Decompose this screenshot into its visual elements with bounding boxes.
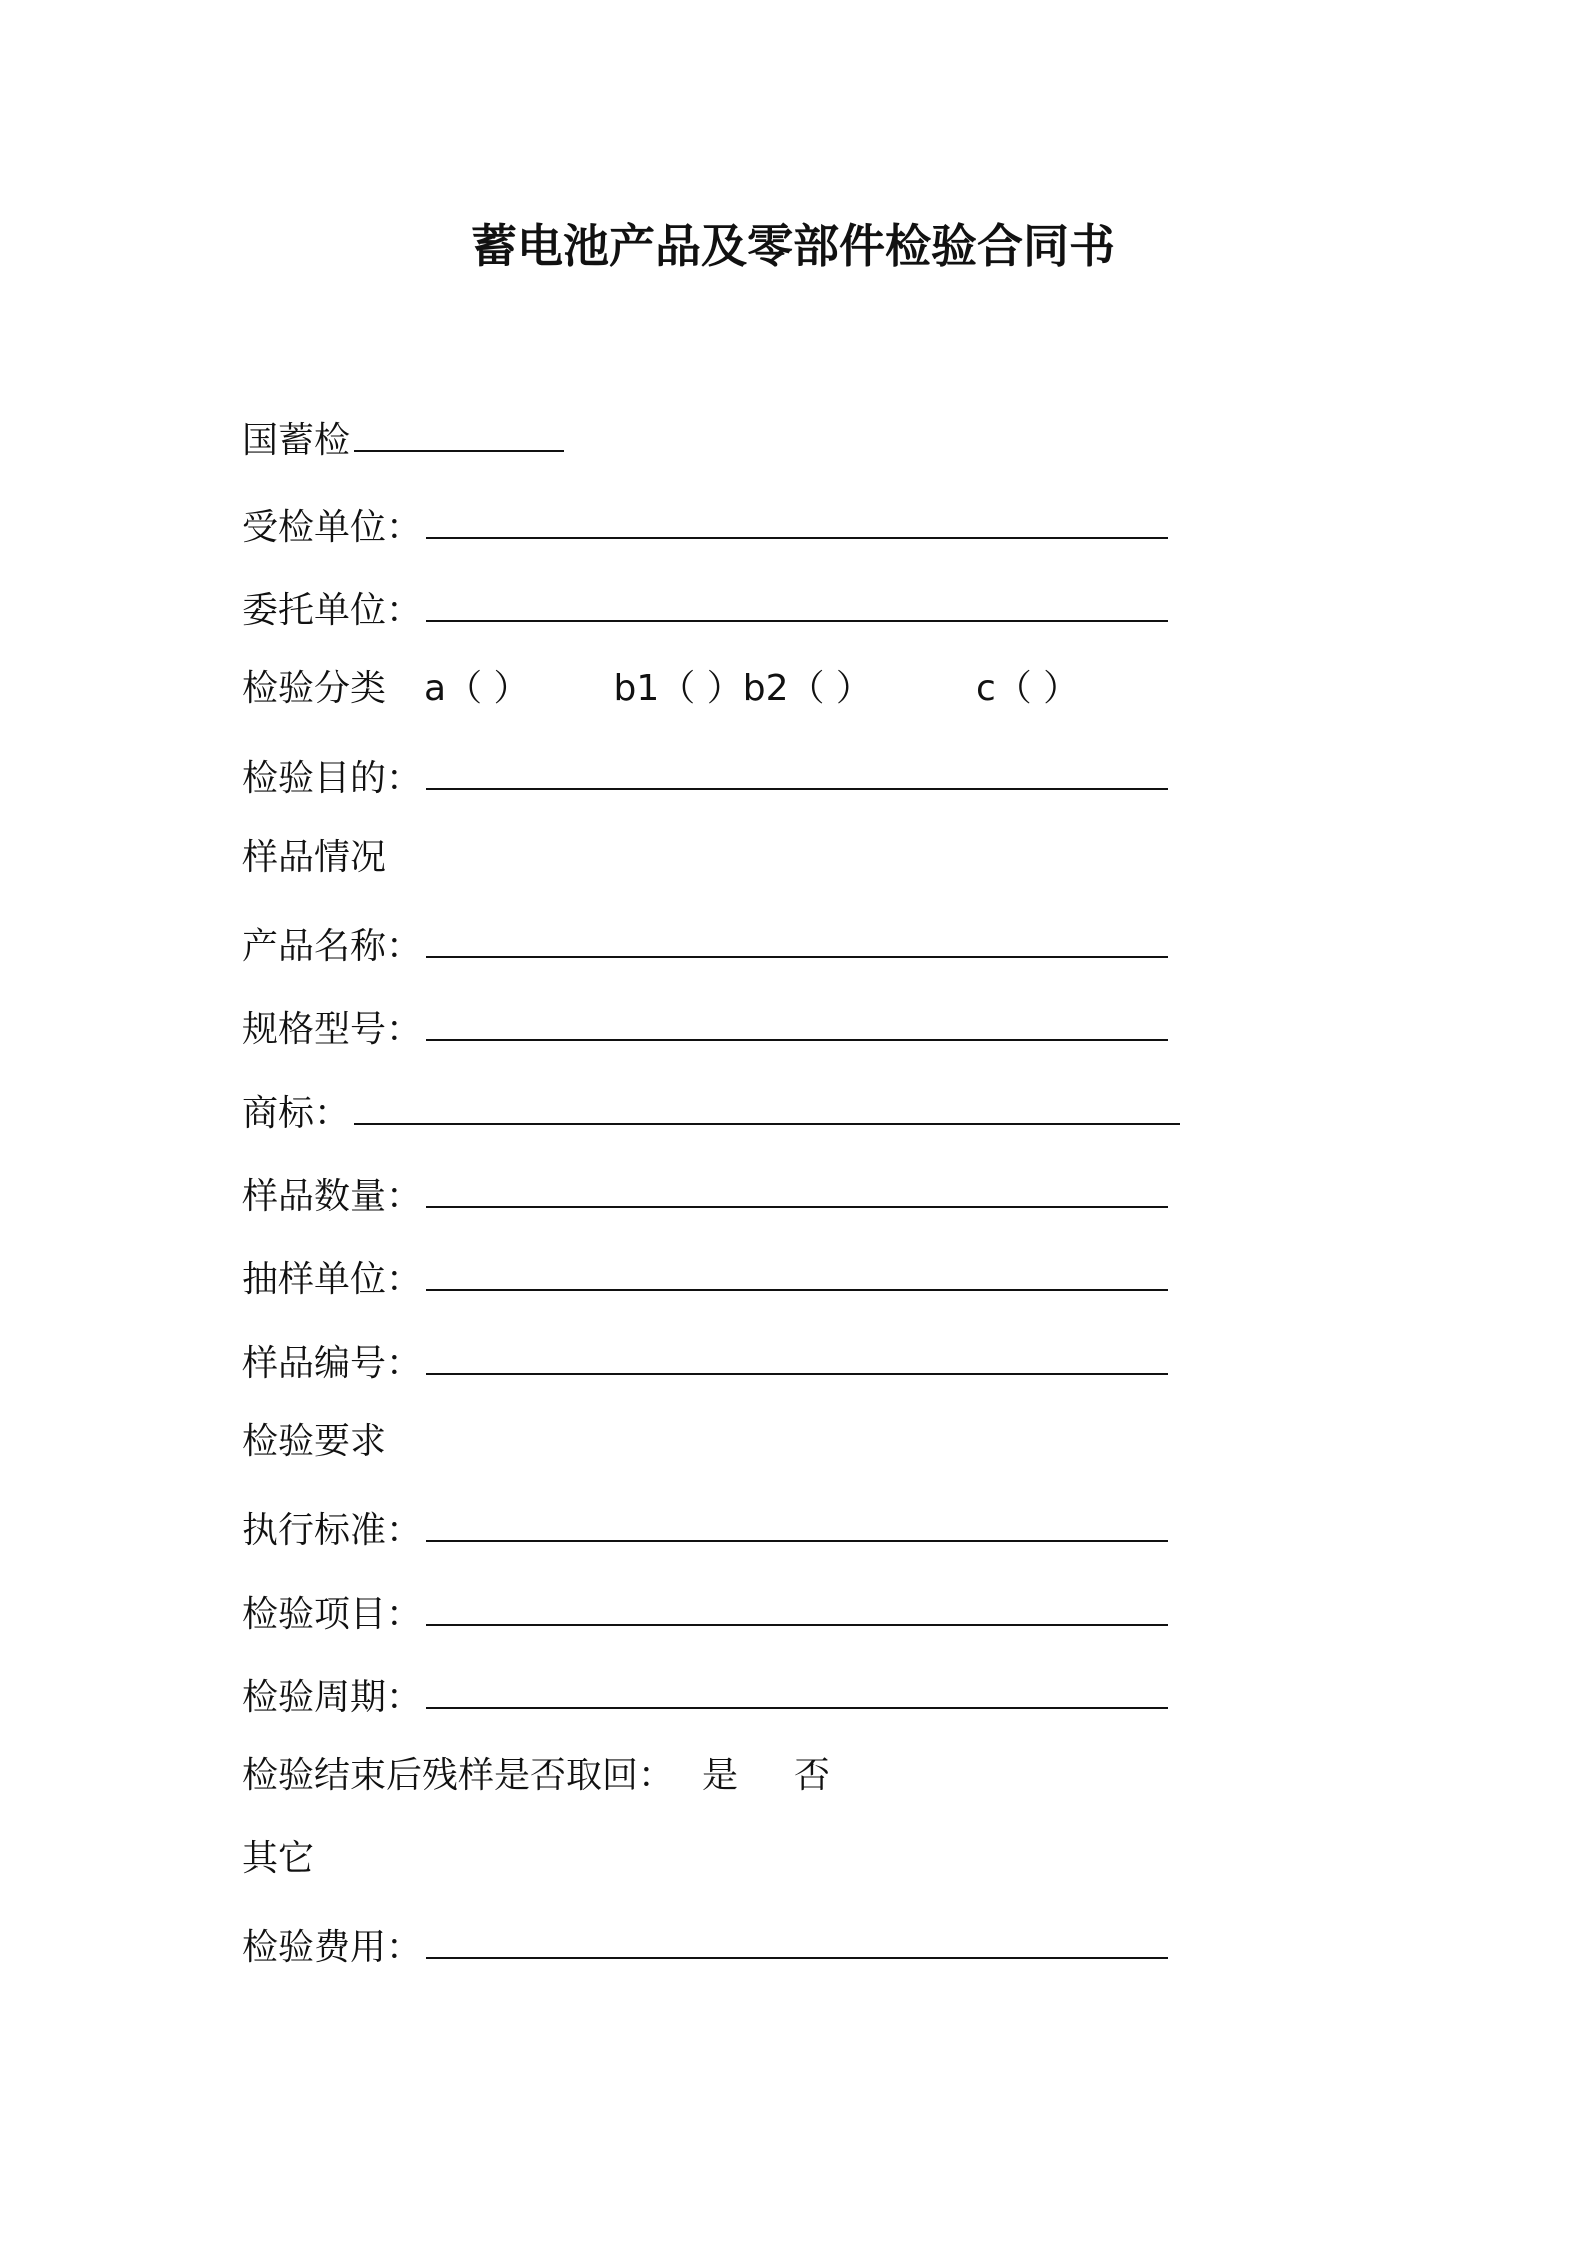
- classification-row: [242, 666, 1079, 712]
- inspected-unit-row: [242, 505, 1168, 551]
- section-requirements: 检验要求: [242, 1421, 387, 1462]
- spec-model-blank[interactable]: [426, 1007, 1168, 1041]
- return-sample-label: 检验结束后残样是否取回：: [242, 1755, 675, 1796]
- inspected-unit-label: 受检单位：: [242, 507, 423, 548]
- classification-option-a[interactable]: a（ ）: [424, 668, 530, 709]
- spec-model-row: [242, 1007, 1168, 1053]
- standard-label: 执行标准：: [242, 1510, 423, 1551]
- classification-label: 检验分类: [242, 668, 387, 709]
- entrust-unit-label: 委托单位：: [242, 590, 423, 631]
- entrust-unit-blank[interactable]: [426, 588, 1168, 622]
- return-sample-yes[interactable]: 是: [702, 1755, 739, 1796]
- doc-number-label: 国蓄检: [242, 420, 351, 461]
- trademark-blank[interactable]: [354, 1091, 1180, 1125]
- items-blank[interactable]: [426, 1592, 1168, 1626]
- fee-label: 检验费用：: [242, 1927, 423, 1968]
- period-blank[interactable]: [426, 1675, 1168, 1709]
- product-name-blank[interactable]: [426, 924, 1168, 958]
- product-name-row: [242, 924, 1168, 970]
- standard-row: [242, 1508, 1168, 1554]
- sample-qty-label: 样品数量：: [242, 1176, 423, 1217]
- classification-option-b[interactable]: b1（ ）b2（ ）: [613, 668, 872, 709]
- document-title: 蓄电池产品及零部件检验合同书: [471, 219, 1115, 273]
- doc-number-row: [242, 418, 564, 464]
- sample-qty-row: [242, 1174, 1168, 1220]
- items-label: 检验项目：: [242, 1594, 423, 1635]
- product-name-label: 产品名称：: [242, 926, 423, 967]
- purpose-label: 检验目的：: [242, 758, 423, 799]
- period-row: [242, 1675, 1168, 1721]
- entrust-unit-row: [242, 588, 1168, 634]
- items-row: [242, 1592, 1168, 1638]
- trademark-row: [242, 1091, 1180, 1137]
- inspected-unit-blank[interactable]: [426, 505, 1168, 539]
- classification-option-c[interactable]: c（ ）: [975, 668, 1080, 709]
- spec-model-label: 规格型号：: [242, 1009, 423, 1050]
- section-other: 其它: [242, 1838, 315, 1879]
- return-sample-row: [242, 1753, 830, 1799]
- doc-number-blank[interactable]: [354, 418, 564, 452]
- sample-no-row: [242, 1341, 1168, 1387]
- return-sample-no[interactable]: 否: [794, 1755, 831, 1796]
- section-sample: 样品情况: [242, 837, 387, 878]
- period-label: 检验周期：: [242, 1677, 423, 1718]
- sample-no-label: 样品编号：: [242, 1343, 423, 1384]
- fee-row: [242, 1925, 1168, 1971]
- purpose-blank[interactable]: [426, 756, 1168, 790]
- fee-blank[interactable]: [426, 1925, 1168, 1959]
- trademark-label: 商标：: [242, 1093, 351, 1134]
- sampling-unit-label: 抽样单位：: [242, 1259, 423, 1300]
- sampling-unit-row: [242, 1257, 1168, 1303]
- sampling-unit-blank[interactable]: [426, 1257, 1168, 1291]
- purpose-row: [242, 756, 1168, 802]
- standard-blank[interactable]: [426, 1508, 1168, 1542]
- sample-no-blank[interactable]: [426, 1341, 1168, 1375]
- sample-qty-blank[interactable]: [426, 1174, 1168, 1208]
